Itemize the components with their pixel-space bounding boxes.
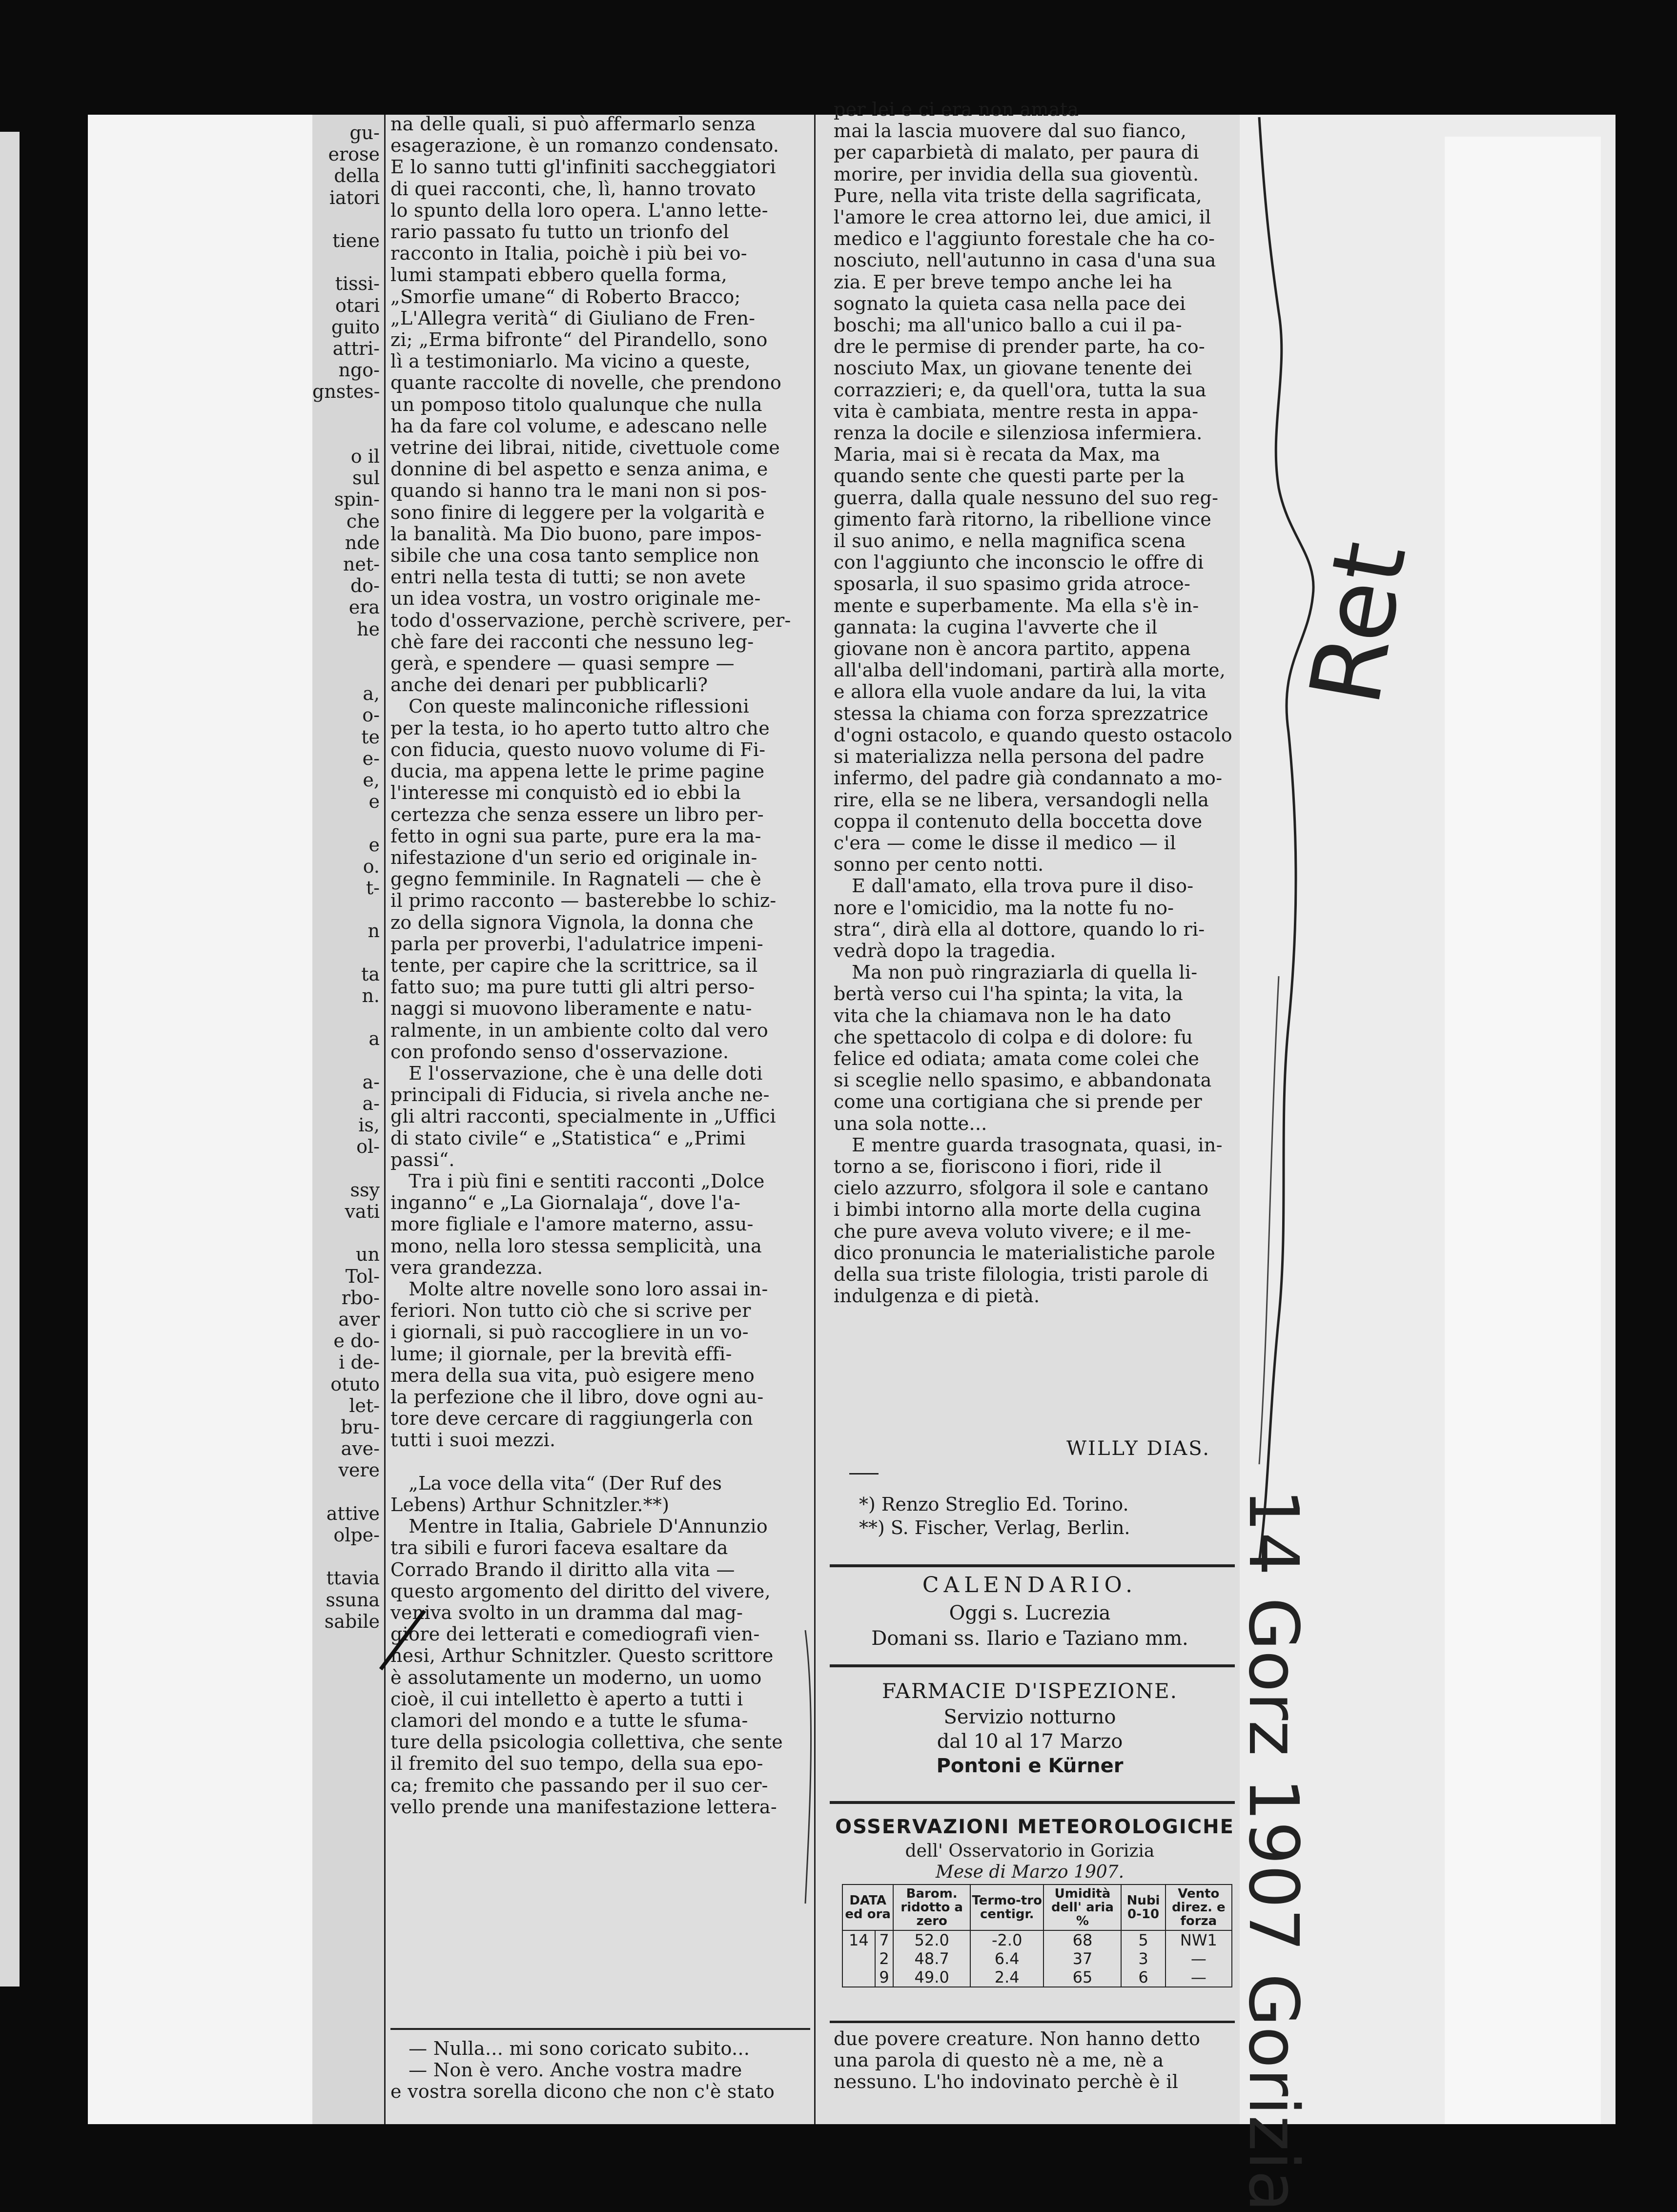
text-line: nifestazione d'un serio ed originale in-	[390, 846, 757, 868]
text-line: e do-	[333, 1330, 380, 1352]
text-line: corrazzieri; e, da quell'ora, tutta la sua	[834, 379, 1207, 401]
text-line: di stato civile“ e „Statistica“ e „Primi	[390, 1127, 746, 1149]
text-line: aver	[338, 1308, 380, 1330]
text-line: che pure aveva voluto vivere; e il me-	[834, 1220, 1191, 1242]
text-line: la banalità. Ma Dio buono, pare impos-	[390, 523, 762, 545]
text-line: na delle quali, si può affermarlo senza	[390, 113, 756, 135]
text-line: attive	[326, 1502, 380, 1524]
table-cell: 49.0	[893, 1968, 970, 1987]
text-line: naggi si muovono liberamente e natu-	[390, 998, 752, 1020]
text-line: con l'aggiunto che inconscio le offre di	[834, 552, 1204, 573]
text-line: a-	[362, 1071, 380, 1093]
text-line: „La voce della vita“ (Der Ruf des	[390, 1472, 722, 1494]
text-line: iatori	[329, 186, 380, 208]
text-line: con fiducia, questo nuovo volume di Fi-	[390, 738, 766, 760]
text-line: erose	[328, 143, 380, 165]
text-line: sono finire di leggere per la volgarità e	[390, 501, 765, 523]
text-line: sognato la quieta casa nella pace dei	[834, 292, 1186, 314]
table-cell: —	[1166, 1949, 1232, 1968]
text-line: o.	[363, 855, 380, 877]
weather-header-humidity: Umidità dell' aria %	[1043, 1884, 1121, 1930]
text-line: esagerazione, è un romanzo condensato.	[390, 135, 779, 157]
text-line: — Non è vero. Anche vostra madre	[390, 2059, 742, 2081]
text-line: il primo racconto — basterebbe lo schiz-	[390, 890, 777, 912]
text-line: todo d'osservazione, perchè scrivere, per-	[390, 609, 791, 631]
table-cell: 14	[842, 1930, 875, 1949]
text-line: una sola notte...	[834, 1112, 987, 1134]
text-line: l'amore le crea attorno lei, due amici, il	[834, 206, 1211, 228]
text-line: tissi-	[335, 273, 380, 295]
text-line: d'ogni ostacolo, e quando questo ostacolo	[834, 724, 1232, 746]
text-line: infermo, del padre già condannato a mo-	[834, 767, 1223, 789]
text-line: quando si hanno tra le mani non si pos-	[390, 480, 767, 502]
calendar-tomorrow: Domani ss. Ilario e Taziano mm.	[871, 1627, 1188, 1650]
weather-header-barometer: Barom. ridotto a zero	[893, 1884, 970, 1930]
text-line: un idea vostra, un vostro originale me-	[390, 588, 761, 610]
text-line: spin-	[334, 489, 380, 511]
text-line: è assolutamente un moderno, un uomo	[390, 1666, 762, 1688]
text-line: il suo animo, e nella magnifica scena	[834, 530, 1186, 552]
text-line: tiene	[332, 230, 380, 251]
text-line: — Nulla... mi sono coricato subito...	[390, 2038, 750, 2059]
text-line: lume; il giornale, per la brevità effi-	[390, 1343, 732, 1365]
text-line: i bimbi intorno alla morte della cugina	[834, 1199, 1202, 1221]
text-line: n	[368, 920, 380, 942]
text-line: gnstes-	[312, 381, 380, 403]
text-line: bertà verso cui l'ha spinta; la vita, la	[834, 983, 1184, 1005]
table-cell: 7	[875, 1930, 894, 1949]
text-line: ralmente, in un ambiente colto dal vero	[390, 1019, 769, 1041]
handwritten-initials: Ret	[1288, 533, 1429, 713]
text-line: mera della sua vita, può esigere meno	[390, 1364, 755, 1386]
text-line: per la testa, io ho aperto tutto altro che	[390, 717, 770, 739]
text-line: Pure, nella vita triste della sagrificata,	[834, 184, 1202, 206]
text-line: gerà, e spendere — quasi sempre —	[390, 653, 735, 675]
text-line: torno a se, fioriscono i fiori, ride il	[834, 1155, 1162, 1177]
text-line: o il	[350, 445, 380, 467]
text-line: sabile	[324, 1610, 380, 1632]
text-line: clamori del mondo e a tutte le sfuma-	[390, 1710, 748, 1732]
text-line: more figliale e l'amore materno, assu-	[390, 1213, 754, 1235]
text-line: a,	[363, 683, 380, 705]
text-line: tente, per capire che la scrittrice, sa il	[390, 954, 758, 976]
text-line: vello prende una manifestazione lettera-	[390, 1796, 777, 1818]
text-line: i giornali, si può raccogliere in un vo-	[390, 1321, 749, 1343]
text-line: i de-	[339, 1352, 380, 1373]
text-line: della sua triste filologia, tristi parole di	[834, 1263, 1209, 1285]
text-line: dico pronuncia le materialistiche parole	[834, 1242, 1216, 1264]
margin-pen-line	[805, 1630, 811, 1904]
text-line: gegno femminile. In Ragnateli — che è	[390, 868, 762, 890]
table-cell: 6.4	[970, 1949, 1044, 1968]
text-line: una parola di questo nè a me, nè a	[834, 2049, 1164, 2071]
text-line: mente e superbamente. Ma ella s'è in-	[834, 594, 1199, 616]
text-line: feriori. Non tutto ciò che si scrive per	[390, 1300, 751, 1322]
pharmacy-dates: dal 10 al 17 Marzo	[937, 1730, 1123, 1753]
text-line: certezza che senza essere un libro per-	[390, 803, 764, 825]
text-line: sul	[352, 467, 380, 489]
text-line: indulgenza e di pietà.	[834, 1285, 1040, 1307]
text-line: sibile che una cosa tanto semplice non	[390, 545, 759, 567]
table-cell: 3	[1121, 1949, 1165, 1968]
text-line: Molte altre novelle sono loro assai in-	[390, 1278, 768, 1300]
text-line: felice ed odiata; amata come colei che	[834, 1047, 1200, 1069]
torn-edge-pen-line	[1259, 117, 1313, 1562]
text-line: fatto suo; ma pure tutti gli altri perso-	[390, 976, 755, 998]
text-line: let-	[349, 1394, 380, 1416]
text-line: con profondo senso d'osservazione.	[390, 1041, 729, 1063]
text-line: stra“, dirà ella al dottore, quando lo ri-	[834, 918, 1205, 940]
text-line: ture della psicologia collettiva, che sente	[390, 1731, 783, 1753]
text-line: stessa la chiama con forza sprezzatrice	[834, 702, 1209, 724]
table-cell: 48.7	[893, 1949, 970, 1968]
text-line: vere	[338, 1459, 380, 1481]
text-line: he	[357, 618, 380, 640]
text-line: e allora ella vuole andare da lui, la vita	[834, 681, 1207, 703]
table-cell: 52.0	[893, 1930, 970, 1949]
footnote-1: *) Renzo Streglio Ed. Torino.	[859, 1494, 1129, 1515]
author-signature: WILLY DIAS.	[1066, 1437, 1210, 1460]
weather-header-temperature: Termo-tro centigr.	[970, 1884, 1044, 1930]
text-line: quando sente che questi parte per la	[834, 465, 1185, 487]
text-line: vati	[345, 1200, 380, 1222]
text-line: un	[356, 1244, 380, 1266]
text-line: Maria, mai si è recata da Max, ma	[834, 444, 1161, 466]
text-line: e vostra sorella dicono che non c'è stato	[390, 2081, 775, 2103]
text-line: Tra i più fini e sentiti racconti „Dolce	[390, 1170, 765, 1192]
text-line: nesi, Arthur Schnitzler. Questo scrittore	[390, 1645, 774, 1667]
text-line: nosciuto, nell'autunno in casa d'una sua	[834, 249, 1216, 271]
text-line: chè fare dei racconti che nessuno leg-	[390, 631, 754, 653]
text-line: parla per proverbi, l'adulatrice impeni-	[390, 933, 763, 955]
text-line: olpe-	[333, 1524, 380, 1546]
text-line: ssuna	[326, 1589, 380, 1611]
text-line: tore deve cercare di raggiungerla con	[390, 1408, 754, 1430]
text-line: n.	[362, 984, 380, 1006]
text-line: di quei racconti, che, lì, hanno trovato	[390, 178, 756, 200]
text-line: della	[334, 165, 380, 187]
text-line: rire, ella se ne libera, versandogli nella	[834, 789, 1209, 811]
text-line: Tol-	[345, 1265, 380, 1287]
handwritten-date-note: 14 Gorz 1907 Gorizia	[1233, 1489, 1313, 2212]
text-line: nosciuto Max, un giovane tenente dei	[834, 357, 1192, 379]
text-line: otari	[335, 294, 380, 316]
text-line: do-	[350, 575, 380, 597]
weather-header-wind: Vento direz. e forza	[1166, 1884, 1232, 1930]
text-line: a	[368, 1028, 380, 1050]
text-line: racconto in Italia, poichè i più bei vo-	[390, 243, 747, 265]
text-line: mono, nella loro stessa semplicità, una	[390, 1235, 762, 1257]
table-cell: 68	[1043, 1930, 1121, 1949]
text-line: Ma non può ringraziarla di quella li-	[834, 962, 1198, 983]
text-line: Mentre in Italia, Gabriele D'Annunzio	[390, 1516, 768, 1537]
text-line: rario passato fu tutto un trionfo del	[390, 221, 729, 243]
table-cell: 65	[1043, 1968, 1121, 1987]
text-line: ta	[361, 963, 380, 985]
table-cell: 5	[1121, 1930, 1165, 1949]
text-line: bru-	[341, 1416, 380, 1438]
text-line: zi; „Erma bifronte“ del Pirandello, sono	[390, 329, 768, 351]
text-line: c'era — come le disse il medico — il	[834, 832, 1176, 854]
text-line: cielo azzurro, sfolgora il sole e cantano	[834, 1177, 1209, 1199]
table-cell: —	[1166, 1968, 1232, 1987]
text-line: all'alba dell'indomani, partirà alla morte,	[834, 659, 1226, 681]
text-line: Lebens) Arthur Schnitzler.**)	[390, 1494, 670, 1516]
text-line: guerra, dalla quale nessuno del suo reg-	[834, 487, 1219, 509]
text-line: ttavia	[326, 1567, 380, 1589]
text-line: E l'osservazione, che è una delle doti	[390, 1062, 763, 1084]
text-line: Corrado Brando il diritto alla vita —	[390, 1558, 735, 1580]
text-line: te	[361, 726, 380, 748]
text-line: e,	[363, 769, 380, 791]
text-line: attri-	[332, 338, 380, 359]
text-line: boschi; ma all'unico ballo a cui il pa-	[834, 314, 1182, 336]
text-line: inganno“ e „La Giornalaja“, dove l'a-	[390, 1192, 741, 1214]
text-line: a-	[362, 1092, 380, 1114]
weather-header-date: DATA ed ora	[842, 1884, 893, 1930]
text-line: che spettacolo di colpa e di dolore: fu	[834, 1026, 1193, 1048]
text-line: „Smorfie umane“ di Roberto Bracco;	[390, 286, 741, 307]
text-line: renza la docile e silenziosa infermiera.	[834, 422, 1203, 444]
text-line: medico e l'aggiunto forestale che ha co-	[834, 228, 1215, 250]
calendar-today: Oggi s. Lucrezia	[949, 1602, 1111, 1624]
text-line: dre le permise di prender parte, ha co-	[834, 336, 1206, 358]
text-line: era	[348, 596, 380, 618]
table-cell: 9	[875, 1968, 894, 1987]
pharmacy-title: FARMACIE D'ISPEZIONE.	[882, 1679, 1178, 1703]
text-line: E dall'amato, ella trova pure il diso-	[834, 875, 1194, 897]
text-line: si sceglie nello spasimo, e abbandonata	[834, 1069, 1212, 1091]
text-line: nessuno. L'ho indovinato perchè è il	[834, 2071, 1179, 2093]
text-line: otuto	[330, 1373, 380, 1395]
text-line: tra sibili e furori faceva esaltare da	[390, 1537, 728, 1559]
text-line: gli altri racconti, specialmente in „Uffici	[390, 1106, 776, 1127]
text-line: anche dei denari per pubblicarli?	[390, 674, 708, 696]
text-line: cioè, il cui intelletto è aperto a tutti i	[390, 1688, 743, 1710]
text-line: vedrà dopo la tragedia.	[834, 940, 1056, 962]
text-line: mai la lascia muovere dal suo fianco,	[834, 120, 1187, 142]
text-line: ca; fremito che passando per il suo cer-	[390, 1774, 768, 1796]
text-line: vetrine dei librai, nitide, civettuole come	[390, 437, 780, 459]
text-line: zia. E per breve tempo anche lei ha	[834, 271, 1172, 293]
text-line: il fremito del suo tempo, della sua epo-	[390, 1753, 763, 1775]
text-line: o-	[362, 704, 380, 726]
margin-pen-stroke	[381, 1611, 425, 1669]
text-line: „L'Allegra verità“ di Giuliano de Fren-	[390, 307, 756, 329]
weather-header-clouds: Nubi 0-10	[1121, 1884, 1165, 1930]
text-line: morire, per invidia della sua gioventù.	[834, 163, 1199, 185]
text-line: net-	[343, 553, 380, 575]
text-line: e	[368, 834, 380, 856]
text-line: vera grandezza.	[390, 1256, 543, 1278]
text-line: sonno per cento notti.	[834, 854, 1044, 876]
text-line: gannata: la cugina l'avverte che il	[834, 616, 1158, 638]
text-line: vita è cambiata, mentre resta in appa-	[834, 400, 1199, 422]
text-line: come una cortigiana che si prende per	[834, 1091, 1203, 1113]
text-line: vita che la chiamava non le ha dato	[834, 1004, 1171, 1026]
text-line: coppa il contenuto della boccetta dove	[834, 810, 1203, 832]
text-line: fetto in ogni sua parte, pure era la ma-	[390, 825, 761, 847]
text-line: quante raccolte di novelle, che prendono	[390, 372, 782, 394]
text-line: t-	[366, 877, 380, 899]
text-line: is,	[358, 1114, 380, 1136]
text-line: Con queste malinconiche riflessioni	[390, 696, 750, 717]
table-cell: -2.0	[970, 1930, 1044, 1949]
text-line: veniva svolto in un dramma dal mag-	[390, 1602, 743, 1623]
table-cell: 2	[875, 1949, 894, 1968]
text-line: ave-	[341, 1438, 380, 1460]
text-line: guito	[331, 316, 380, 338]
text-line: per lei e ci era non amata	[834, 99, 1079, 120]
text-line: nde	[345, 532, 380, 553]
text-line: un pomposo titolo qualunque che nulla	[390, 393, 762, 415]
pen-line-secondary	[1259, 976, 1279, 1464]
text-line: ngo-	[338, 359, 380, 381]
text-line: gimento farà ritorno, la ribellione vince	[834, 508, 1212, 530]
text-line: E lo sanno tutti gl'infiniti saccheggiatori	[390, 156, 776, 178]
text-line: lumi stampati ebbero quella forma,	[390, 264, 727, 286]
text-line: ha da fare col volume, e adescano nelle	[390, 415, 768, 437]
text-line: gu-	[349, 122, 380, 143]
pharmacy-service: Servizio notturno	[943, 1706, 1116, 1728]
text-line: per caparbietà di malato, per paura di	[834, 142, 1199, 164]
text-line: la perfezione che il libro, dove ogni au-	[390, 1386, 764, 1408]
text-line: donnine di bel aspetto e senza anima, e	[390, 458, 768, 480]
text-line: ol-	[356, 1136, 380, 1158]
calendar-title: CALENDARIO.	[922, 1573, 1138, 1598]
text-line: principali di Fiducia, si rivela anche ne-	[390, 1084, 770, 1106]
text-line: E mentre guarda trasognata, quasi, in-	[834, 1134, 1223, 1156]
text-line: ducia, ma appena lette le prime pagine	[390, 760, 765, 782]
table-cell: 37	[1043, 1949, 1121, 1968]
text-line: e-	[362, 747, 380, 769]
text-line: giovane non è ancora partito, appena	[834, 638, 1191, 660]
weather-subtitle: dell' Osservatorio in Gorizia	[905, 1841, 1155, 1861]
table-cell: 6	[1121, 1968, 1165, 1987]
text-line: sposarla, il suo spasimo grida atroce-	[834, 573, 1191, 595]
text-line: questo argomento del diritto del vivere,	[390, 1580, 771, 1602]
text-line: rbo-	[341, 1287, 380, 1309]
text-line: ssy	[350, 1179, 380, 1201]
text-line: tutti i suoi mezzi.	[390, 1429, 556, 1451]
table-cell: 2.4	[970, 1968, 1044, 1987]
table-cell: NW1	[1166, 1930, 1232, 1949]
weather-title: OSSERVAZIONI METEOROLOGICHE	[835, 1816, 1234, 1838]
pharmacy-names: Pontoni e Kürner	[936, 1755, 1124, 1777]
text-line: lì a testimoniarlo. Ma vicino a queste,	[390, 350, 751, 372]
text-line: due povere creature. Non hanno detto	[834, 2028, 1201, 2049]
text-line: e	[368, 791, 380, 813]
text-line: nore e l'omicidio, ma la notte fu no-	[834, 897, 1174, 919]
text-line: si materializza nella persona del padre	[834, 746, 1205, 768]
text-line: che	[346, 510, 380, 532]
text-line: lo spunto della loro opera. L'anno lette-	[390, 199, 768, 221]
footnote-2: **) S. Fischer, Verlag, Berlin.	[859, 1517, 1130, 1538]
text-line: entri nella testa di tutti; se non avete	[390, 566, 746, 588]
text-line: giore dei letterati e comediografi vien-	[390, 1623, 760, 1645]
text-line: passi“.	[390, 1148, 455, 1170]
weather-month: Mese di Marzo 1907.	[935, 1862, 1125, 1882]
text-line: l'interesse mi conquistò ed io ebbi la	[390, 782, 741, 804]
text-line: zo della signora Vignola, la donna che	[390, 911, 754, 933]
